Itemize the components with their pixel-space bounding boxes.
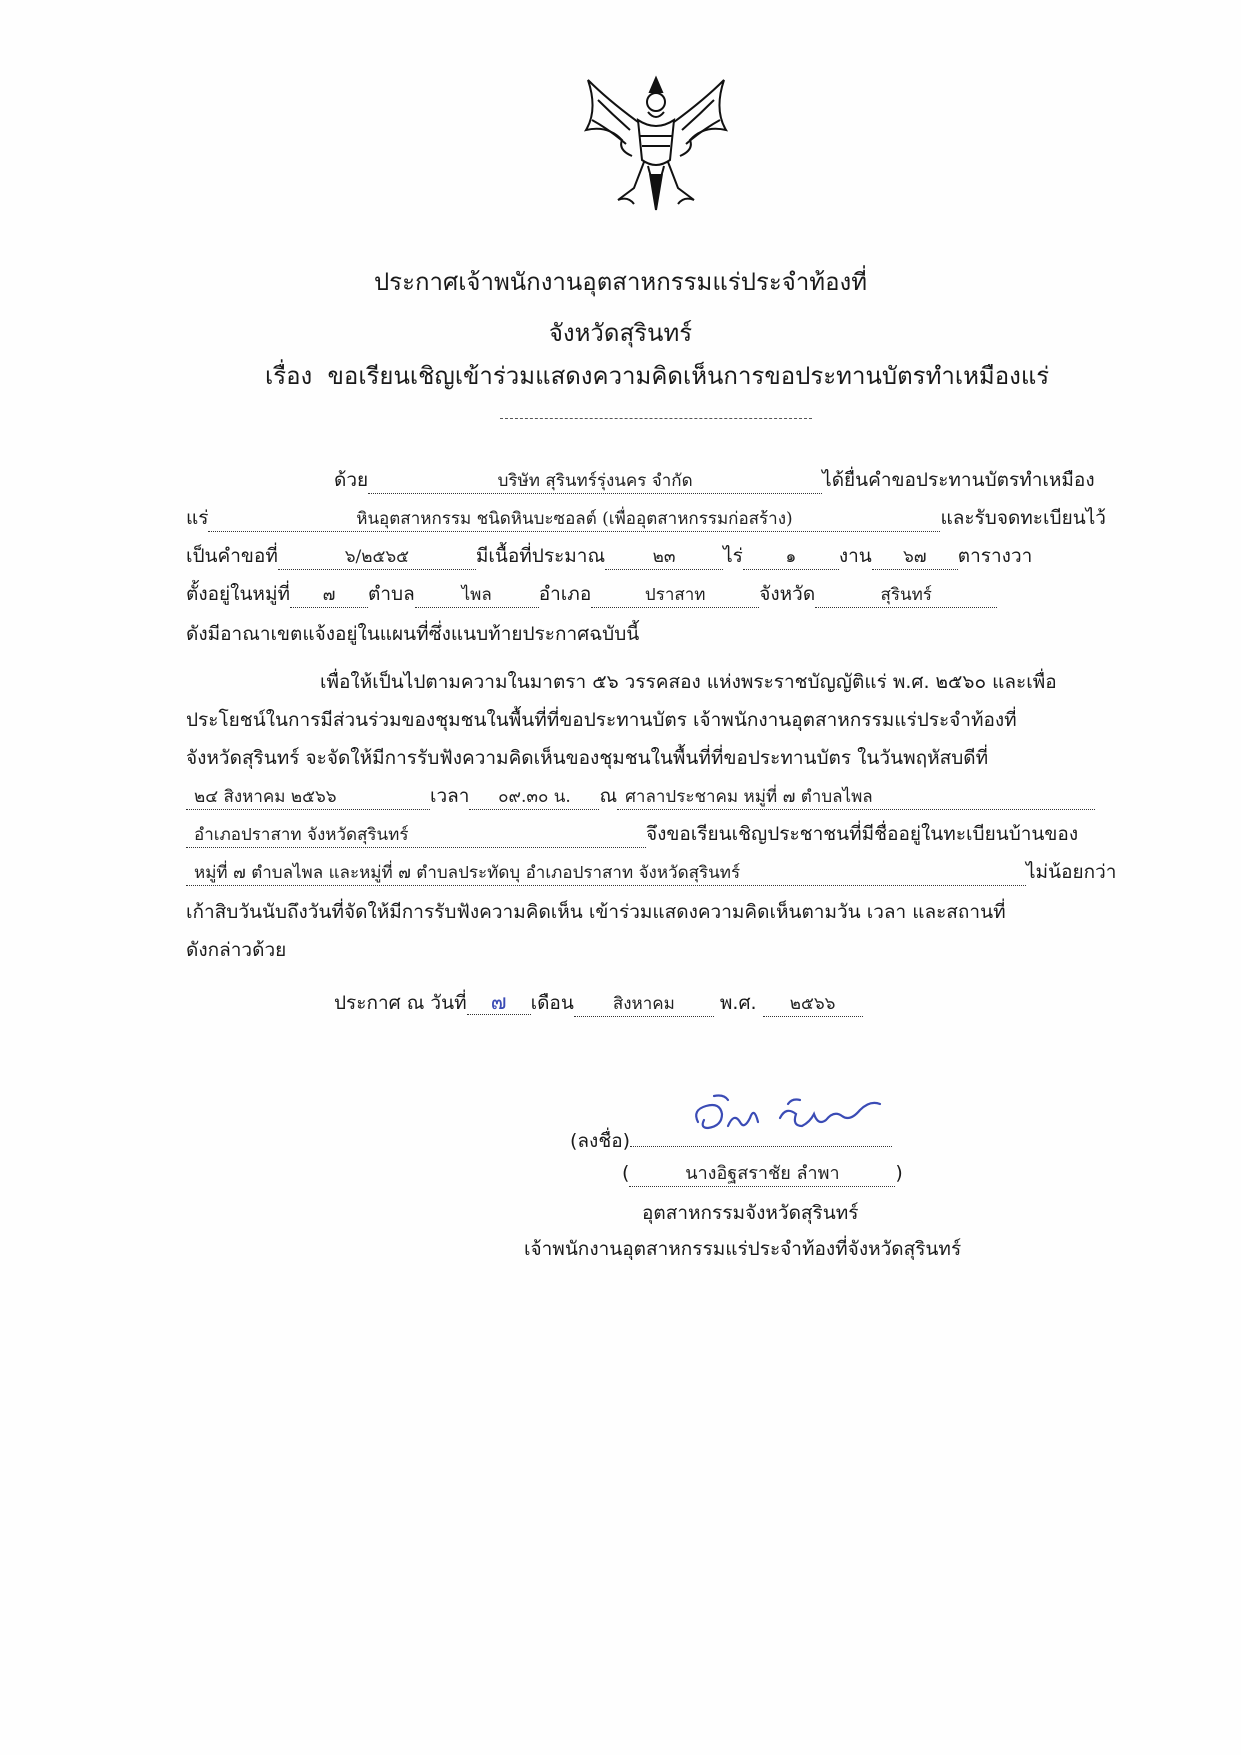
month-field: สิงหาคม — [574, 992, 714, 1017]
area-label: มีเนื้อที่ประมาณ — [475, 545, 606, 567]
hearing-time-field: ๐๙.๓๐ น. — [469, 785, 599, 810]
mineral-field: หินอุตสาหกรรม ชนิดหินบะซอลต์ (เพื่ออุตสาหกรรมก่อสร้าง) — [208, 507, 940, 532]
para2-line1: เพื่อให้เป็นไปตามความในมาตรา ๕๖ วรรคสอง แห่งพระราชบัญญัติแร่ พ.ศ. ๒๕๖๐ และเพื่อ — [320, 671, 1057, 693]
para2-line8: เก้าสิบวันนับถึงวันที่จัดให้มีการรับฟังความคิดเห็น เข้าร่วมแสดงความคิดเห็นตามวัน เวลา และสถานที่ — [186, 901, 1006, 923]
hearing-date-field: ๒๔ สิงหาคม ๒๕๖๖ — [186, 785, 430, 810]
para2-line2: ประโยชน์ในการมีส่วนร่วมของชุมชนในพื้นที่ที่ขอประทานบัตร เจ้าพนักงานอุตสาหกรรมแร่ประจำท้องที่ — [186, 709, 1017, 731]
request-no-field: ๖/๒๕๖๕ — [278, 545, 476, 570]
ngan-field: ๑ — [743, 545, 839, 570]
tambon-field: ไพล — [415, 583, 539, 608]
day-field: ๗ — [467, 990, 531, 1015]
mineral-label: แร่ — [186, 507, 209, 529]
para2-line9: ดังกล่าวด้วย — [186, 939, 287, 961]
signed-line — [570, 1126, 892, 1156]
moo-field: ๗ — [290, 583, 368, 608]
venue-cont-field: อำเภอปราสาท จังหวัดสุรินทร์ — [186, 823, 646, 848]
registered-text: และรับจดทะเบียนไว้ — [940, 507, 1106, 529]
title-separator — [500, 418, 812, 419]
para2-line3: จังหวัดสุรินทร์ จะจัดให้มีการรับฟังความคิดเห็นของชุมชนในพื้นที่ที่ขอประทานบัตร ในวันพฤหัสบดีที่ — [186, 747, 989, 769]
not-less-text: ไม่น้อยกว่า — [1026, 861, 1117, 883]
at-label: ณ — [599, 785, 618, 807]
subject-label: เรื่อง — [265, 362, 313, 390]
by-label: ด้วย — [334, 469, 369, 491]
para1-line3 — [186, 542, 1032, 570]
signer-position2: เจ้าพนักงานอุตสาหกรรมแร่ประจำท้องที่จังหวัดสุรินทร์ — [524, 1238, 962, 1260]
date-label: ประกาศ ณ วันที่ — [334, 992, 467, 1014]
amphoe-field: ปราสาท — [591, 583, 759, 608]
year-label: พ.ศ. — [719, 992, 757, 1014]
signature-line — [630, 1146, 892, 1147]
rai-field: ๒๓ — [605, 545, 723, 570]
month-label: เดือน — [530, 992, 574, 1014]
signer-position1: อุตสาหกรรมจังหวัดสุรินทร์ — [642, 1202, 859, 1224]
amphoe-label: อำเภอ — [538, 583, 592, 605]
para1-line2 — [186, 504, 1106, 532]
year-field: ๒๕๖๖ — [763, 992, 863, 1017]
tambon-label: ตำบล — [368, 583, 415, 605]
para1-line1 — [334, 466, 1095, 494]
announcement-date — [334, 988, 863, 1018]
subject-text: ขอเรียนเชิญเข้าร่วมแสดงความคิดเห็นการขอประทานบัตรทำเหมืองแร่ — [327, 362, 1050, 390]
garuda-emblem-icon — [578, 70, 734, 220]
announcement-subject — [265, 356, 1049, 395]
villages-field: หมู่ที่ ๗ ตำบลไพล และหมู่ที่ ๗ ตำบลประทัดบุ อำเภอปราสาท จังหวัดสุรินทร์ — [186, 861, 1026, 886]
signer-name: นางอิฐสราชัย ลำพา — [629, 1162, 895, 1187]
para1-closing: ดังมีอาณาเขตแจ้งอยู่ในแผนที่ซึ่งแนบท้ายประกาศฉบับนี้ — [186, 623, 640, 645]
para2-line4 — [186, 782, 1095, 810]
moo-label: ตั้งอยู่ในหมู่ที่ — [186, 583, 290, 605]
ngan-label: งาน — [838, 545, 872, 567]
submitted-text: ได้ยื่นคำขอประทานบัตรทำเหมือง — [822, 469, 1095, 491]
province-label: จังหวัด — [759, 583, 816, 605]
venue-field: ศาลาประชาคม หมู่ที่ ๗ ตำบลไพล — [617, 785, 1095, 810]
time-label: เวลา — [430, 785, 470, 807]
request-no-label: เป็นคำขอที่ — [186, 545, 278, 567]
wa-field: ๖๗ — [872, 545, 958, 570]
rai-label: ไร่ — [723, 545, 743, 567]
para2-line5 — [186, 820, 1078, 848]
para1-line4 — [186, 580, 997, 608]
invite-text: จึงขอเรียนเชิญประชาชนที่มีชื่ออยู่ในทะเบียนบ้านของ — [646, 823, 1079, 845]
company-field: บริษัท สุรินทร์รุ่งนคร จำกัด — [368, 469, 822, 494]
para2-line6 — [186, 858, 1116, 886]
signed-label: (ลงชื่อ) — [570, 1130, 631, 1152]
wa-label: ตารางวา — [957, 545, 1033, 567]
signer-name-line: ( นางอิฐสราชัย ลำพา ) — [622, 1162, 903, 1187]
province-field: สุรินทร์ — [815, 583, 997, 608]
announcement-province: จังหวัดสุรินทร์ — [548, 319, 693, 347]
announcement-title: ประกาศเจ้าพนักงานอุตสาหกรรมแร่ประจำท้องที่ — [373, 268, 868, 296]
